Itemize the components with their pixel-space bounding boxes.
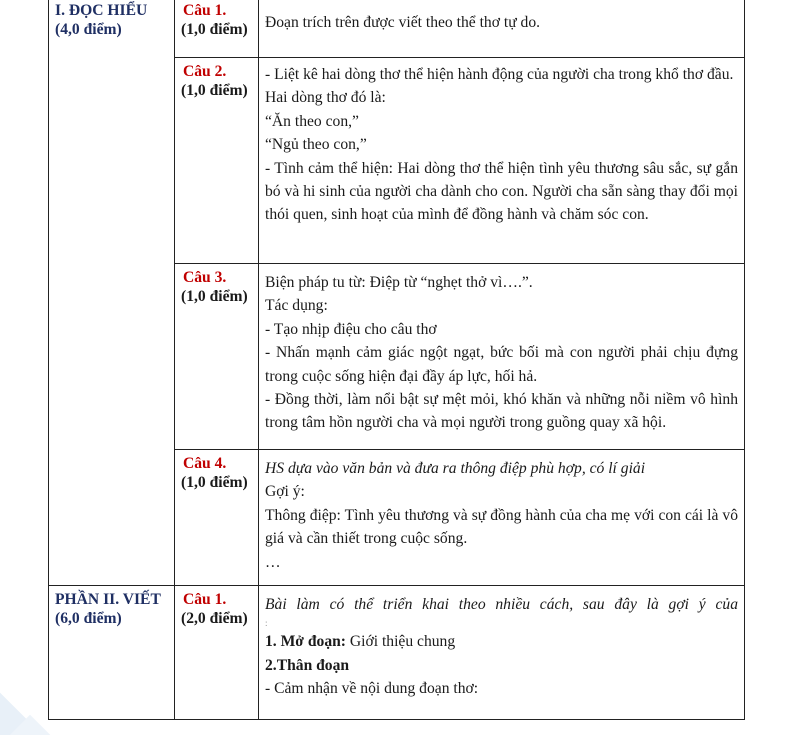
answer-line: - Tạo nhịp điệu cho câu thơ	[265, 320, 437, 338]
answer-line: - Cảm nhận về nội dung đoạn thơ:	[265, 680, 479, 698]
heading-1-bold: 1. Mở đoạn:	[265, 633, 346, 651]
answer-line: - Liệt kê hai dòng thơ thể hiện hành động của người cha trong khổ thơ đầu.	[265, 66, 734, 83]
table-row	[49, 586, 745, 720]
answer-cell	[259, 58, 745, 264]
question-points: (1,0 điểm)	[181, 82, 248, 99]
answer-line: Tác dụng:	[265, 297, 328, 315]
question-cell	[175, 58, 259, 264]
question-cell	[175, 586, 259, 720]
answer-intro-continued: :	[265, 618, 268, 629]
answer-cell	[259, 264, 745, 450]
answer-line: …	[265, 553, 281, 571]
question-points: (1,0 điểm)	[181, 21, 248, 38]
part-cell	[49, 0, 175, 586]
question-points: (1,0 điểm)	[181, 288, 248, 305]
answer-intro: Bài làm có thể triển khai theo nhiều cách, sau đây là gợi ý của	[265, 596, 738, 613]
answer-line: Thông điệp: Tình yêu thương và sự đồng hành của cha mẹ với con cái là vô giá và cần thiết trong cuộc sống.	[265, 506, 738, 548]
question-label: Câu 1.	[183, 2, 227, 19]
heading-1-rest: Giới thiệu chung	[345, 633, 456, 651]
part-cell	[49, 586, 175, 720]
answer-line: - Tình cảm thể hiện: Hai dòng thơ thể hiện tình yêu thương sâu sắc, sự gắn bó và hi sinh của người cha dành cho con. Người cha sẵn sàng thay đổi mọi thói quen, sinh hoạt của mình để đồng hành và chăm sóc con.	[265, 159, 738, 224]
answer-intro: HS dựa vào văn bản và đưa ra thông điệp phù hợp, có lí giải	[265, 460, 646, 477]
table-row	[49, 0, 745, 58]
answer-line: - Đồng thời, làm nổi bật sự mệt mỏi, khó khăn và những nỗi niềm vô hình trong tâm hồn người cha và mọi người trong guồng quay xã hội.	[265, 391, 738, 432]
question-cell	[175, 264, 259, 450]
part-title: PHẦN II. VIẾT	[55, 591, 161, 608]
question-points: (2,0 điểm)	[181, 610, 248, 627]
question-label: Câu 2.	[183, 63, 227, 80]
part-title: I. ĐỌC HIỂU	[55, 2, 148, 19]
question-label: Câu 4.	[183, 455, 227, 472]
answer-line: - Nhấn mạnh cảm giác ngột ngạt, bức bối mà con người phải chịu đựng trong cuộc sống hiện đại đầy áp lực, hối hả.	[265, 344, 738, 385]
answer-line: Đoạn trích trên được viết theo thể thơ tự do.	[265, 14, 541, 31]
question-cell	[175, 450, 259, 586]
answer-cell	[259, 450, 745, 586]
heading-2-bold: 2.Thân đoạn	[265, 656, 350, 674]
answer-line: Gợi ý:	[265, 483, 305, 501]
answer-cell	[259, 586, 745, 720]
answer-heading-1	[265, 630, 738, 653]
question-label: Câu 3.	[183, 269, 227, 286]
question-label: Câu 1.	[183, 591, 227, 608]
answer-heading-2	[265, 654, 738, 677]
answer-cell	[259, 0, 745, 58]
answer-line: “Ngủ theo con,”	[265, 136, 367, 154]
part-points: (4,0 điểm)	[55, 21, 122, 38]
question-points: (1,0 điểm)	[181, 474, 248, 491]
part-points: (6,0 điểm)	[55, 610, 122, 627]
answer-line: “Ăn theo con,”	[265, 112, 359, 130]
answer-line: Hai dòng thơ đó là:	[265, 89, 386, 107]
question-cell	[175, 0, 259, 58]
answer-line: Biện pháp tu từ: Điệp từ “nghẹt thở vì….”.	[265, 274, 533, 291]
answer-key-table	[48, 0, 745, 720]
